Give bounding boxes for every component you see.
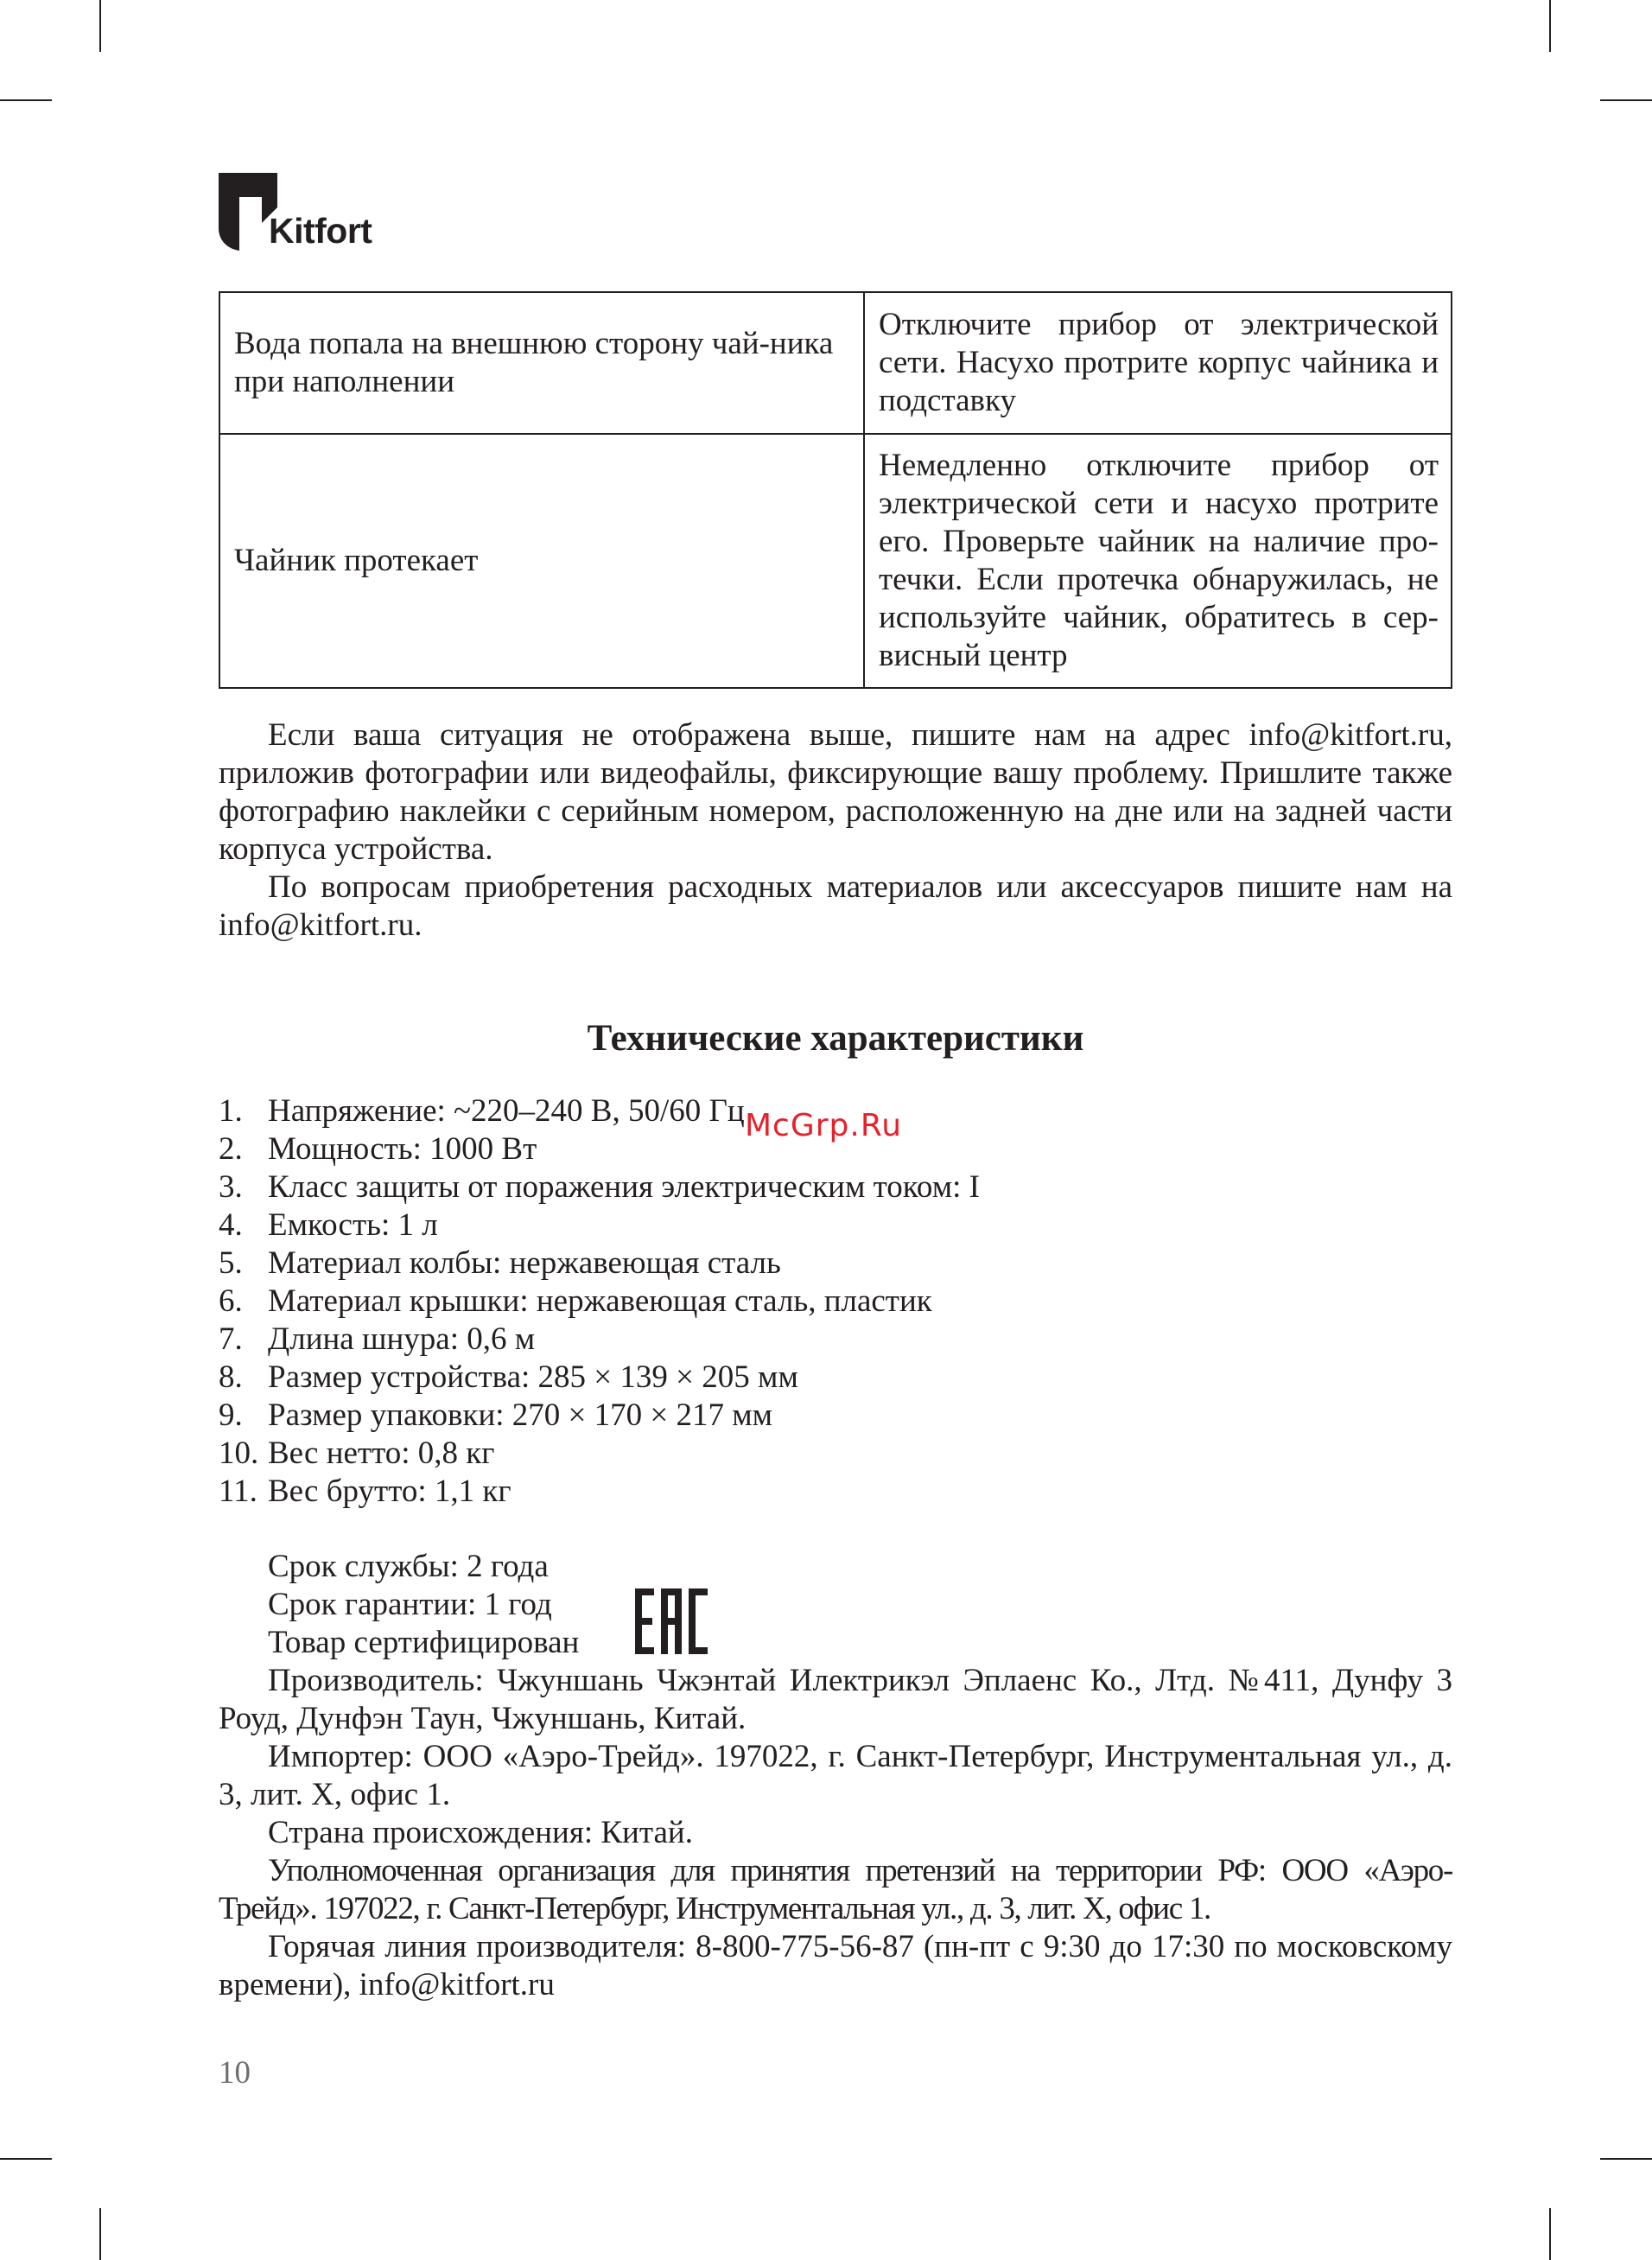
crop-mark [99, 2208, 101, 2260]
origin-paragraph: Страна происхождения: Китай. [268, 1815, 693, 1850]
crop-mark [99, 0, 101, 52]
crop-mark [1600, 99, 1652, 101]
spec-item-number: 7. [219, 1321, 243, 1357]
crop-mark [1549, 2208, 1551, 2260]
spec-item-text: Класс защиты от поражения электрическим током: I [268, 1169, 980, 1205]
spec-item-number: 8. [219, 1359, 243, 1395]
specs-heading: Технические характеристики [587, 1018, 1084, 1059]
solution-cell: Немедленно отключите прибор от электрической сети и насухо протрите его. Проверьте чайник на наличие про-течки. Если протечка обнаружилась, не используйте чайник, обратитесь в сер-висный центр [864, 434, 1452, 688]
spec-item-number: 4. [219, 1207, 243, 1243]
spec-item-number: 5. [219, 1245, 243, 1281]
spec-item [219, 1206, 1452, 1245]
spec-item-text: Длина шнура: 0,6 м [268, 1321, 536, 1357]
crop-mark [0, 99, 52, 101]
spec-item-number: 1. [219, 1093, 243, 1129]
spec-item-text: Напряжение: ~220–240 В, 50/60 Гц [268, 1093, 745, 1129]
table-row [219, 434, 1452, 688]
spec-item-number: 10. [219, 1436, 259, 1471]
spec-item-text: Размер упаковки: 270 × 170 × 217 мм [268, 1397, 773, 1433]
eac-mark-icon [635, 1588, 708, 1654]
spec-item-number: 6. [219, 1283, 243, 1319]
service-life: Срок службы: 2 года [268, 1549, 549, 1584]
spec-item-text: Вес нетто: 0,8 кг [268, 1436, 495, 1471]
crop-mark [1600, 2158, 1652, 2160]
spec-item [219, 1168, 1452, 1206]
certified: Товар сертифицирован [268, 1625, 580, 1660]
authorized-paragraph: Уполномоченная организация для принятия претензий на территории РФ: ООО «Аэро-Трейд». 197022, г. Санкт-Петербург, Инструментальная ул., д. 3, лит. Х, офис 1. [219, 1853, 1452, 1926]
page-number: 10 [219, 2055, 251, 2091]
spec-item [219, 1245, 1452, 1283]
spec-item [219, 1473, 1452, 1511]
importer-paragraph: Импортер: ООО «Аэро-Трейд». 197022, г. Санкт-Петербург, Инструментальная ул., д. 3, лит. Х, офис 1. [219, 1739, 1452, 1812]
spec-item-text: Мощность: 1000 Вт [268, 1131, 537, 1167]
table-row [219, 292, 1452, 434]
crop-mark [1549, 0, 1551, 52]
kitfort-logo [219, 173, 391, 255]
manufacturer-paragraph: Производитель: Чжуншань Чжэнтай Илектрикэл Эплаенс Ко., Лтд. №411, Дунфу 3 Роуд, Дунфэн Таун, Чжуншань, Китай. [219, 1663, 1452, 1736]
contact-paragraph: Если ваша ситуация не отображена выше, пишите нам на адрес info@kitfort.ru, приложив фотографии или видеофайлы, фиксирующие вашу проблему. Пришлите также фотографию наклейки с серийным номером, расположенную на дне или на задней части корпуса устройства. [219, 717, 1452, 867]
warranty: Срок гарантии: 1 год [268, 1587, 552, 1622]
crop-mark [0, 2158, 52, 2160]
specs-list [219, 1092, 1452, 1511]
spec-item [219, 1397, 1452, 1435]
hotline-paragraph: Горячая линия производителя: 8-800-775-56-87 (пн-пт с 9:30 до 17:30 по московскому времени), info@kitfort.ru [219, 1929, 1452, 2002]
problem-cell: Вода попала на внешнюю сторону чай-ника при наполнении [219, 292, 864, 434]
spec-item [219, 1321, 1452, 1359]
spec-item-number: 2. [219, 1131, 243, 1167]
solution-cell: Отключите прибор от электрической сети. Насухо протрите корпус чайника и подставку [864, 292, 1452, 434]
service-info [268, 1548, 959, 1662]
spec-item-text: Размер устройства: 285 × 139 × 205 мм [268, 1359, 798, 1395]
spec-item [219, 1359, 1452, 1397]
spec-item [219, 1435, 1452, 1473]
accessories-paragraph: По вопросам приобретения расходных материалов или аксессуаров пишите нам на info@kitfort.ru. [219, 869, 1452, 943]
spec-item-text: Материал крышки: нержавеющая сталь, пластик [268, 1283, 932, 1319]
spec-item-text: Вес брутто: 1,1 кг [268, 1474, 511, 1509]
spec-item-number: 11. [219, 1474, 257, 1509]
brand-name: Kitfort [269, 211, 372, 251]
spec-item-number: 3. [219, 1169, 243, 1205]
watermark: McGrp.Ru [745, 1108, 903, 1143]
spec-item-text: Материал колбы: нержавеющая сталь [268, 1245, 781, 1281]
spec-item-text: Емкость: 1 л [268, 1207, 438, 1243]
problem-cell: Чайник протекает [219, 434, 864, 688]
spec-item [219, 1283, 1452, 1321]
spec-item-number: 9. [219, 1397, 243, 1433]
troubleshooting-table [219, 291, 1452, 689]
